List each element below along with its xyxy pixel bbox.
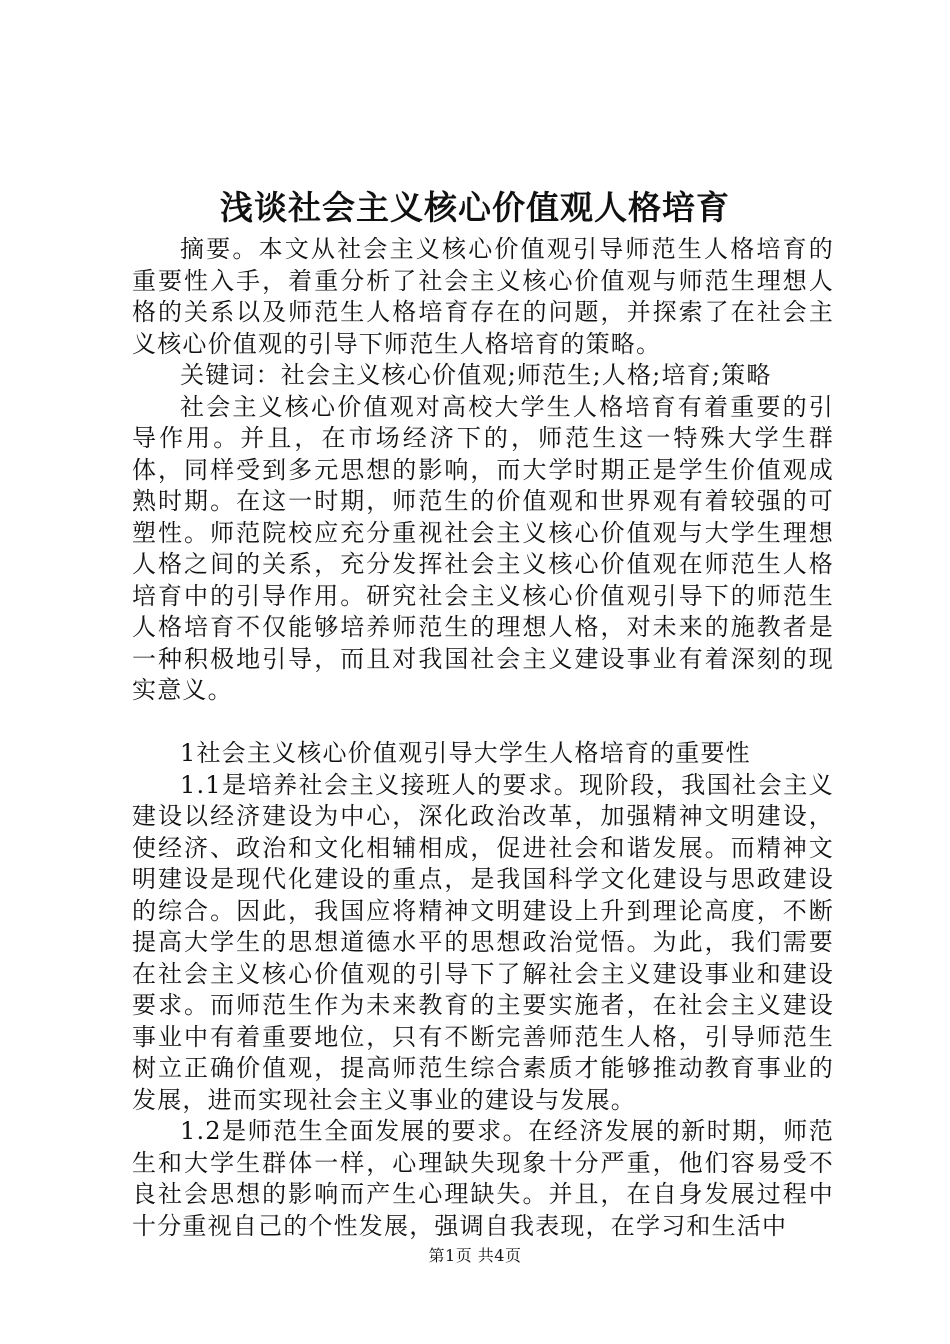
abstract-paragraph: 摘要。本文从社会主义核心价值观引导师范生人格培育的重要性入手，着重分析了社会主义核心价值观与师范生理想人格的关系以及师范生人格培育存在的问题，并探索了在社会主义核心价值观的引导下师范生人格培育的策略。 [132, 235, 834, 358]
section-1-2-paragraph: 1.2是师范生全面发展的要求。在经济发展的新时期，师范生和大学生群体一样，心理缺失现象十分严重，他们容易受不良社会思想的影响而产生心理缺失。并且，在自身发展过程中十分重视自己的个性发展，强调自我表现，在学习和生活中 [132, 1117, 834, 1240]
keywords-paragraph: 关键词：社会主义核心价值观;师范生;人格;培育;策略 [180, 361, 772, 389]
page-footer: 第1页 共4页 [428, 1246, 522, 1265]
document-body [132, 234, 834, 1242]
document-title: 浅谈社会主义核心价值观人格培育 [220, 188, 730, 227]
section-1-heading: 1社会主义核心价值观引导大学生人格培育的重要性 [180, 739, 751, 767]
intro-paragraph: 社会主义核心价值观对高校大学生人格培育有着重要的引导作用。并且，在市场经济下的，师范生这一特殊大学生群体，同样受到多元思想的影响，而大学时期正是学生价值观成熟时期。在这一时期，师范生的价值观和世界观有着较强的可塑性。师范院校应充分重视社会主义核心价值观与大学生理想人格之间的关系，充分发挥社会主义核心价值观在师范生人格培育中的引导作用。研究社会主义核心价值观引导下的师范生人格培育不仅能够培养师范生的理想人格，对未来的施教者是一种积极地引导，而且对我国社会主义建设事业有着深刻的现实意义。 [132, 392, 834, 704]
section-1-1-paragraph: 1.1是培养社会主义接班人的要求。现阶段，我国社会主义建设以经济建设为中心，深化政治改革，加强精神文明建设，使经济、政治和文化相辅相成，促进社会和谐发展。而精神文明建设是现代化建设的重点，是我国科学文化建设与思政建设的综合。因此，我国应将精神文明建设上升到理论高度，不断提高大学生的思想道德水平的思想政治觉悟。为此，我们需要在社会主义核心价值观的引导下了解社会主义建设事业和建设要求。而师范生作为未来教育的主要实施者，在社会主义建设事业中有着重要地位，只有不断完善师范生人格，引导师范生树立正确价值观，提高师范生综合素质才能够推动教育事业的发展，进而实现社会主义事业的建设与发展。 [132, 770, 834, 1114]
